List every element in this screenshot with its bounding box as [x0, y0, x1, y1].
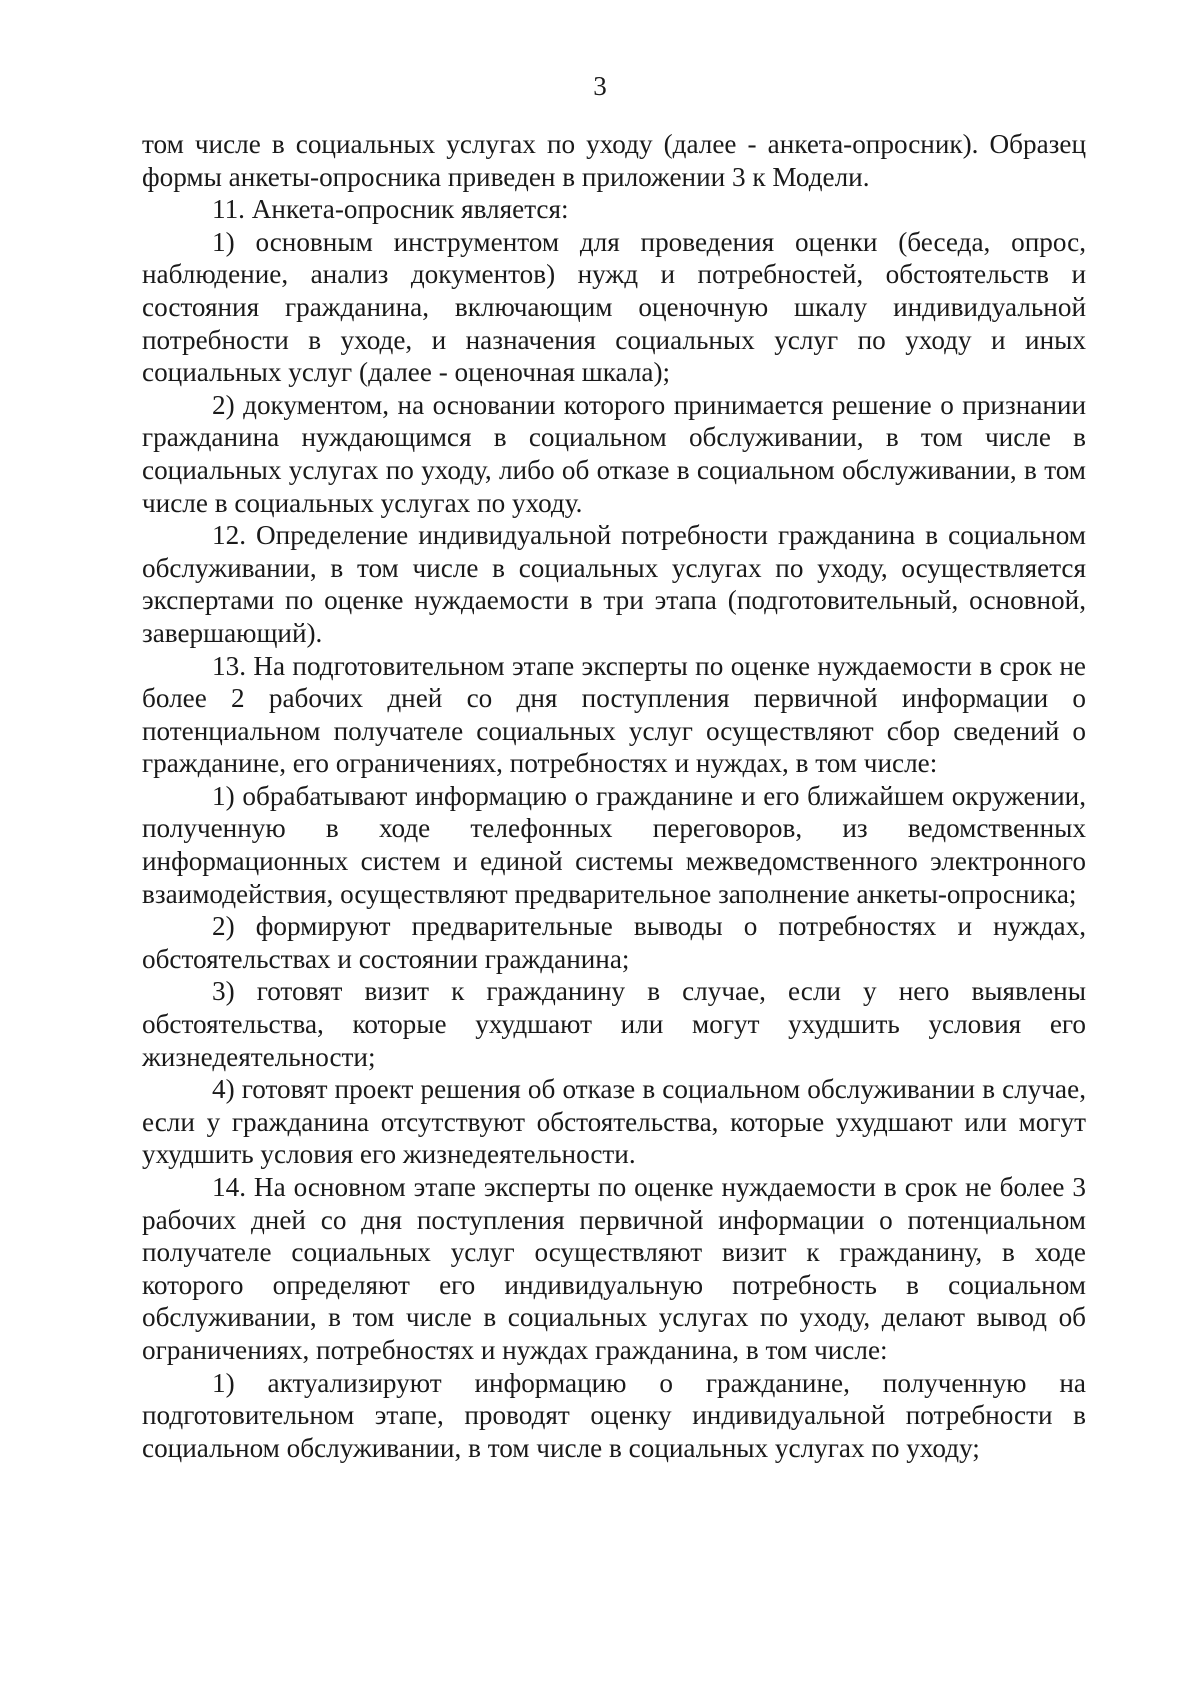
document-body: [142, 128, 1086, 1464]
paragraph-item-13: 13. На подготовительном этапе эксперты по оценке нуждаемости в срок не более 2 рабочих дней со дня поступления первичной информации о потенциальном получателе социальных услуг осуществляют сбор сведений о гражданине, его ограничениях, потребностях и нуждах, в том числе:: [142, 650, 1086, 779]
paragraph-item-13-3: 3) готовят визит к гражданину в случае, если у него выявлены обстоятельства, которые ухудшают или могут ухудшить условия его жизнедеятельности;: [142, 976, 1086, 1072]
paragraph-item-14: 14. На основном этапе эксперты по оценке нуждаемости в срок не более 3 рабочих дней со дня поступления первичной информации о потенциальном получателе социальных услуг осуществляют визит к гражданину, в ходе которого определяют его индивидуальную потребность в социальном обслуживании, в том числе в социальных услугах по уходу, делают вывод об ограничениях, потребностях и нуждах гражданина, в том числе:: [142, 1172, 1086, 1365]
paragraph-item-13-1: 1) обрабатывают информацию о гражданине и его ближайшем окружении, полученную в ходе телефонных переговоров, из ведомственных информационных систем и единой системы межведомственного электронного взаимодействия, осуществляют предварительное заполнение анкеты-опросника;: [142, 780, 1086, 909]
paragraph-item-13-4: 4) готовят проект решения об отказе в социальном обслуживании в случае, если у гражданина отсутствуют обстоятельства, которые ухудшают или могут ухудшить условия его жизнедеятельности.: [142, 1074, 1086, 1170]
paragraph-item-13-2: 2) формируют предварительные выводы о потребностях и нуждах, обстоятельствах и состоянии гражданина;: [142, 911, 1086, 974]
paragraph-continuation: том числе в социальных услугах по уходу (далее - анкета-опросник). Образец формы анкеты-опросника приведен в приложении 3 к Модели.: [142, 129, 1086, 192]
paragraph-item-14-1: 1) актуализируют информацию о гражданине, полученную на подготовительном этапе, проводят оценку индивидуальной потребности в социальном обслуживании, в том числе в социальных услугах по уходу;: [142, 1367, 1086, 1463]
paragraph-item-11: 11. Анкета-опросник является:: [212, 194, 569, 225]
page-number: 3: [593, 71, 607, 101]
paragraph-item-12: 12. Определение индивидуальной потребности гражданина в социальном обслуживании, в том числе в социальных услугах по уходу, осуществляется экспертами по оценке нуждаемости в три этапа (подготовительный, основной, завершающий).: [142, 520, 1086, 648]
paragraph-item-11-2: 2) документом, на основании которого принимается решение о признании гражданина нуждающимся в социальном обслуживании, в том числе в социальных услугах по уходу, либо об отказе в социальном обслуживании, в том числе в социальных услугах по уходу.: [142, 389, 1086, 518]
paragraph-item-11-1: 1) основным инструментом для проведения оценки (беседа, опрос, наблюдение, анализ документов) нужд и потребностей, обстоятельств и состояния гражданина, включающим оценочную шкалу индивидуальной потребности в уходе, и назначения социальных услуг по уходу и иных социальных услуг (далее - оценочная шкала);: [142, 226, 1086, 388]
